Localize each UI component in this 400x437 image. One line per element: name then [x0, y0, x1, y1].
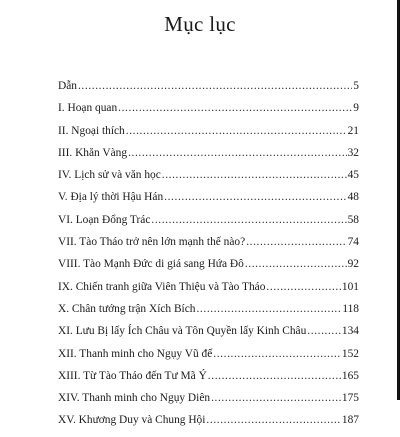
toc-entry-label: IX. Chiến tranh giữa Viên Thiệu và Tào Tháo [58, 280, 266, 293]
dot-leader [206, 414, 340, 426]
dot-leader [245, 258, 347, 270]
toc-entry-page: 5 [353, 80, 359, 92]
toc-entry [58, 303, 359, 325]
toc-entry [58, 258, 359, 280]
toc-entry-page: 134 [341, 325, 359, 338]
toc-entry-page: 32 [347, 146, 359, 159]
toc-entry [58, 147, 359, 169]
dot-leader [118, 102, 352, 114]
dot-leader [246, 236, 346, 248]
toc-entry-page: 165 [341, 369, 359, 382]
toc-entry-label: XII. Thanh minh cho Ngụy Vũ đế [58, 347, 213, 360]
toc-entry [58, 169, 359, 191]
dot-leader [128, 147, 347, 159]
table-of-contents [58, 80, 359, 437]
toc-entry-page: 9 [353, 102, 359, 115]
dot-leader [196, 303, 341, 315]
toc-entry-page: 175 [341, 392, 359, 405]
dot-leader [266, 281, 340, 293]
dot-leader [213, 348, 341, 360]
toc-entry [58, 348, 359, 370]
toc-entry [58, 370, 359, 392]
toc-entry-page: 58 [347, 213, 359, 226]
toc-entry-page: 101 [341, 280, 359, 293]
toc-entry-page: 21 [347, 124, 359, 137]
dot-leader [126, 125, 347, 137]
toc-entry [58, 102, 359, 124]
dot-leader [211, 392, 341, 404]
toc-entry-page: 48 [347, 191, 359, 204]
toc-entry-page: 74 [347, 236, 359, 249]
toc-entry-label: IV. Lịch sử và văn học [58, 169, 161, 182]
page-title: Mục lục [164, 12, 236, 36]
dot-leader [208, 370, 341, 382]
toc-entry-label: XI. Lưu Bị lấy Ích Châu và Tôn Quyền lấy Kinh Châu [58, 325, 307, 338]
toc-entry [58, 80, 359, 102]
dot-leader [151, 214, 346, 226]
toc-entry [58, 281, 359, 303]
toc-entry [58, 214, 359, 236]
toc-entry-label: III. Khăn Vàng [58, 146, 128, 159]
toc-entry-label: VIII. Tào Mạnh Đức di giá sang Hứa Đô [58, 258, 244, 271]
toc-entry [58, 414, 359, 436]
toc-entry-label: XV. Khương Duy và Chung Hội [58, 414, 206, 427]
toc-entry-label: XIII. Từ Tào Tháo đến Tư Mã Ý [58, 369, 207, 382]
toc-entry-page: 92 [347, 258, 359, 271]
toc-entry [58, 125, 359, 147]
dot-leader [307, 325, 341, 337]
dot-leader [162, 169, 347, 181]
toc-entry-page: 118 [342, 302, 359, 315]
toc-entry-label: X. Chân tướng trận Xích Bích [58, 302, 196, 315]
toc-entry-page: 45 [347, 169, 359, 182]
toc-entry-label: V. Địa lý thời Hậu Hán [58, 191, 164, 204]
dot-leader [164, 191, 346, 203]
toc-entry [58, 236, 359, 258]
toc-entry [58, 191, 359, 213]
toc-entry [58, 392, 359, 414]
toc-entry-label: II. Ngoại thích [58, 124, 125, 137]
toc-entry-label: Dẫn [58, 80, 77, 92]
dot-leader [78, 80, 352, 92]
toc-entry-page: 187 [341, 414, 359, 427]
toc-entry-page: 152 [341, 347, 359, 360]
toc-entry-label: I. Hoạn quan [58, 102, 118, 115]
toc-entry-label: VII. Tào Tháo trở nên lớn mạnh thế nào? [58, 236, 246, 249]
toc-entry-label: XIV. Thanh minh cho Ngụy Diên [58, 392, 211, 405]
toc-entry [58, 325, 359, 347]
toc-entry-label: VI. Loạn Đổng Trác [58, 213, 151, 226]
